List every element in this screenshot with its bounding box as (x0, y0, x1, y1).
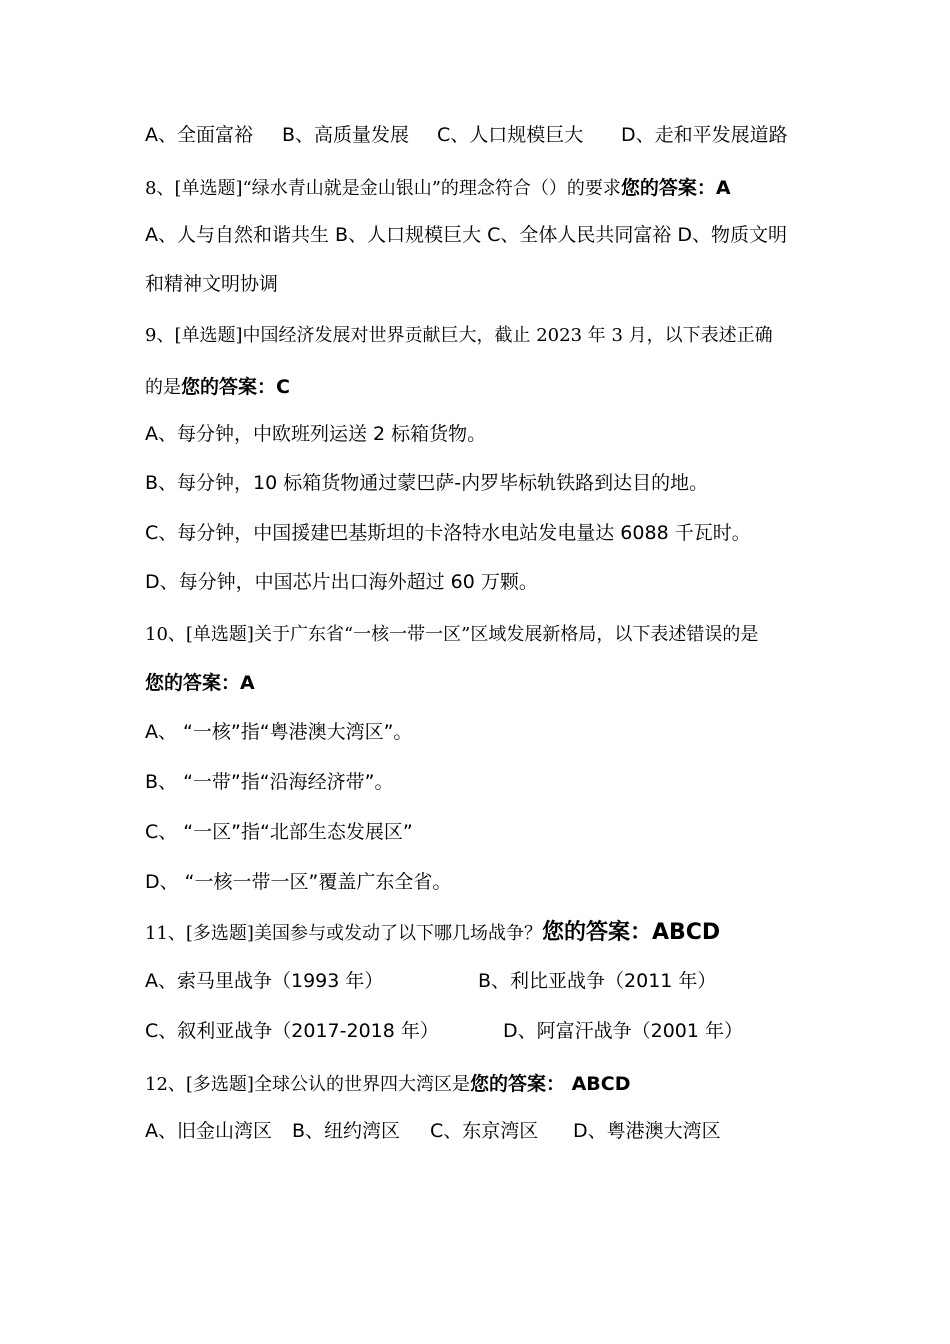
q10-answer-line (145, 663, 255, 703)
q7-option-b: B、高质量发展 (282, 124, 410, 146)
q12-option-d: D、粤港澳大湾区 (573, 1120, 721, 1142)
q9-option-a: A、每分钟，中欧班列运送 2 标箱货物。 (145, 423, 487, 445)
q12-option-c: C、东京湾区 (430, 1120, 539, 1142)
q11-question-line (145, 913, 720, 953)
q9-answer: 您的答案：C (181, 376, 290, 398)
q11-option-b: B、利比亚战争（2011 年） (478, 970, 717, 992)
q12-question-line (145, 1064, 630, 1104)
q11-option-a: A、索马里战争（1993 年） (145, 970, 384, 992)
q8-options-line-1: A、人与自然和谐共生 B、人口规模巨大 C、全体人民共同富裕 D、物质文明 (145, 224, 788, 246)
q7-option-d: D、走和平发展道路 (621, 124, 788, 146)
q9-question-line-2 (145, 367, 290, 407)
q11-option-c: C、叙利亚战争（2017-2018 年） (145, 1020, 439, 1042)
q9-option-c: C、每分钟，中国援建巴基斯坦的卡洛特水电站发电量达 6088 千瓦时。 (145, 522, 751, 544)
q10-option-a: A、 “一核”指“粤港澳大湾区”。 (145, 721, 413, 743)
q9-question-line-1: 9、[单选题]中国经济发展对世界贡献巨大，截止 2023 年 3 月，以下表述正确 (145, 325, 773, 346)
q12-option-b: B、纽约湾区 (292, 1120, 401, 1142)
q10-option-b: B、 “一带”指“沿海经济带”。 (145, 771, 394, 793)
q11-answer: 您的答案：ABCD (541, 920, 721, 945)
q9-option-d: D、每分钟，中国芯片出口海外超过 60 万颗。 (145, 571, 538, 593)
q7-option-c: C、人口规模巨大 (437, 124, 584, 146)
q11-question: 11、[多选题]美国参与或发动了以下哪几场战争？ (145, 923, 542, 944)
q12-question: 12、[多选题]全球公认的世界四大湾区是 (145, 1074, 470, 1095)
q8-answer: 您的答案：A (620, 177, 731, 199)
q10-option-d: D、 “一核一带一区”覆盖广东全省。 (145, 871, 452, 893)
q11-option-d: D、阿富汗战争（2001 年） (503, 1020, 744, 1042)
q9-option-b: B、每分钟，10 标箱货物通过蒙巴萨-内罗毕标轨铁路到达目的地。 (145, 472, 709, 494)
q8-question: 8、[单选题]“绿水青山就是金山银山”的理念符合（）的要求 (145, 178, 621, 199)
q12-answer: 您的答案： ABCD (469, 1073, 631, 1095)
q10-option-c: C、 “一区”指“北部生态发展区” (145, 821, 413, 843)
q9-question-tail: 的是 (145, 377, 181, 398)
q7-option-a: A、全面富裕 (145, 124, 253, 146)
q8-question-line (145, 168, 731, 208)
q10-question: 10、[单选题]关于广东省“一核一带一区”区域发展新格局，以下表述错误的是 (145, 624, 759, 645)
q10-answer: 您的答案：A (145, 672, 255, 694)
q8-options-line-2: 和精神文明协调 (145, 273, 279, 295)
q12-option-a: A、旧金山湾区 (145, 1120, 272, 1142)
